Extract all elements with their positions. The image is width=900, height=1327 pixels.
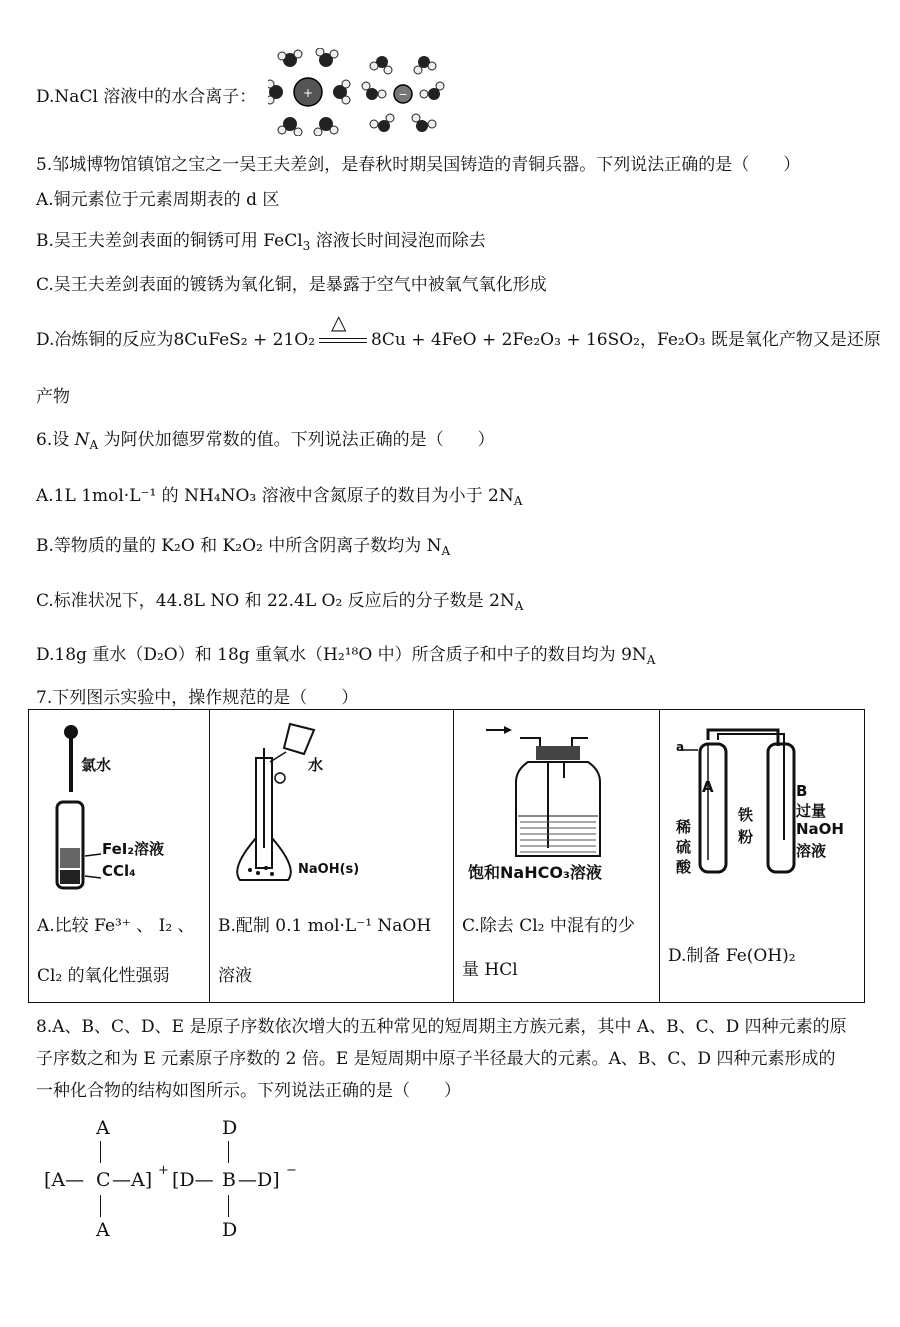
q6-stem	[36, 425, 495, 452]
caption-b2: 溶液	[218, 966, 252, 986]
label-acid: 酸	[676, 858, 692, 876]
caption-d1: D.制备 Fe(OH)₂	[668, 946, 796, 966]
q6-option-d-sub: A	[646, 653, 656, 667]
label-tube-b: B	[796, 782, 808, 800]
label-tube-a: A	[702, 778, 714, 796]
caption-c2: 量 HCl	[462, 960, 518, 980]
label-water: 水	[308, 756, 324, 774]
label-nahco3: 饱和NaHCO₃溶液	[468, 863, 602, 882]
q6-option-b	[36, 531, 450, 558]
experiment-c	[454, 710, 660, 1003]
cation-center: C	[96, 1169, 111, 1191]
experiment-d	[660, 710, 865, 1003]
cation-bottom: A	[96, 1219, 110, 1241]
q5-option-a: A.铜元素位于元素周期表的 d 区	[36, 190, 280, 210]
q6-option-b-sub: A	[441, 544, 451, 558]
anion-center: B	[222, 1169, 236, 1191]
label-chlorine-water: 氯水	[81, 756, 112, 774]
svg-text:+: +	[302, 86, 314, 100]
q5-option-b-pre: B.吴王夫差剑表面的铜锈可用 FeCl	[36, 231, 303, 251]
q6-stem-a: A	[89, 438, 99, 452]
label-iron: 铁	[738, 806, 754, 824]
anion-bond-top	[228, 1141, 229, 1163]
caption-c1: C.除去 Cl₂ 中混有的少	[462, 916, 635, 936]
gas-washing-bottle-diagram	[464, 718, 644, 868]
label-excess: 过量	[796, 802, 827, 820]
q8-line2: 子序数之和为 E 元素原子序数的 2 倍。E 是短周期中原子半径最大的元素。A、B、C、D 四种元素形成的	[36, 1049, 836, 1069]
q5-stem: 5.邹城博物馆镇馆之宝之一吴王夫差剑，是春秋时期吴国铸造的青铜兵器。下列说法正确的是（ ）	[36, 155, 801, 175]
cation-bond-top	[100, 1141, 101, 1163]
cation-bond-bottom	[100, 1195, 101, 1217]
q5-option-d-cont: 产物	[36, 387, 70, 407]
q6-option-d	[36, 640, 655, 667]
anion-charge: −	[286, 1163, 297, 1178]
caption-a1: A.比较 Fe³⁺ 、 I₂ 、	[37, 916, 195, 936]
q6-option-c-text: C.标准状况下，44.8L NO 和 22.4L O₂ 反应后的分子数是 2N	[36, 591, 515, 611]
q8-line3: 一种化合物的结构如图所示。下列说法正确的是（ ）	[36, 1081, 461, 1101]
q4-option-d	[36, 82, 256, 107]
q6-option-c-sub: A	[514, 599, 524, 613]
q6-stem-pre: 6.设	[36, 430, 75, 450]
two-tube-apparatus-diagram	[670, 720, 860, 890]
anion-right: —D]	[238, 1169, 280, 1191]
cation-top: A	[96, 1117, 110, 1139]
q5-option-d-products: 8Cu + 4FeO + 2Fe₂O₃ + 16SO₂	[371, 330, 640, 350]
caption-b1: B.配制 0.1 mol·L⁻¹ NaOH	[218, 916, 432, 936]
q6-option-d-text: D.18g 重水（D₂O）和 18g 重氧水（H₂¹⁸O 中）所含质子和中子的数目均为 9N	[36, 645, 647, 665]
anion-bond-bottom	[228, 1195, 229, 1217]
q6-option-c	[36, 586, 523, 613]
q4-option-d-text: D.NaCl 溶液中的水合离子：	[36, 87, 257, 107]
anion-left: [D—	[172, 1169, 214, 1191]
label-solution: 溶液	[796, 842, 827, 860]
q6-option-a	[36, 481, 522, 508]
hydrated-ions-diagram	[268, 48, 448, 136]
q6-option-a-text: A.1L 1mol·L⁻¹ 的 NH₄NO₃ 溶液中含氮原子的数目为小于 2N	[36, 486, 514, 506]
anion-top: D	[222, 1117, 238, 1139]
reaction-arrow	[315, 309, 371, 350]
label-a-clamp: a	[676, 740, 685, 754]
q5-option-b-post: 溶液长时间浸泡而除去	[310, 231, 486, 251]
q5-option-c: C.吴王夫差剑表面的镀锈为氧化铜，是暴露于空气中被氧气氧化形成	[36, 275, 547, 295]
cation-charge: +	[158, 1163, 169, 1178]
q6-stem-n: N	[74, 430, 90, 450]
q5-option-b	[36, 226, 486, 253]
label-ccl4: CCl₄	[102, 862, 136, 880]
anion-bottom: D	[222, 1219, 238, 1241]
experiment-b	[210, 710, 454, 1003]
compound-structure	[40, 1115, 320, 1245]
cation-right: —A]	[112, 1169, 153, 1191]
experiment-a	[29, 710, 210, 1003]
q6-stem-post: 为阿伏加德罗常数的值。下列说法正确的是（ ）	[98, 430, 495, 450]
label-dilute: 稀	[676, 818, 692, 836]
q5-option-d-pre: D.冶炼铜的反应为	[36, 330, 174, 350]
q7-stem: 7.下列图示实验中，操作规范的是（ ）	[36, 688, 359, 708]
heat-condition: △	[331, 309, 347, 334]
experiment-table	[28, 709, 865, 1003]
label-fei2: FeI₂溶液	[102, 840, 164, 858]
q6-option-a-sub: A	[513, 494, 523, 508]
q8-line1: 8.A、B、C、D、E 是原子序数依次增大的五种常见的短周期主方族元素，其中 A、B、C、D 四种元素的原	[36, 1017, 847, 1037]
svg-text:−: −	[398, 88, 408, 101]
label-powder: 粉	[738, 828, 754, 846]
cation-left: [A—	[44, 1169, 85, 1191]
label-sulfuric: 硫	[676, 838, 692, 856]
caption-a2: Cl₂ 的氧化性强弱	[37, 966, 170, 986]
q5-option-d	[36, 309, 881, 350]
q6-option-b-text: B.等物质的量的 K₂O 和 K₂O₂ 中所含阴离子数均为 N	[36, 536, 442, 556]
label-naoh: NaOH	[796, 820, 844, 838]
q5-option-d-reactants: 8CuFeS₂ + 21O₂	[173, 330, 316, 350]
q5-option-d-post: ，Fe₂O₃ 既是氧化产物又是还原	[640, 330, 881, 350]
label-naoh-solid: NaOH(s)	[298, 862, 360, 877]
q5-option-b-sub: 3	[302, 239, 311, 253]
